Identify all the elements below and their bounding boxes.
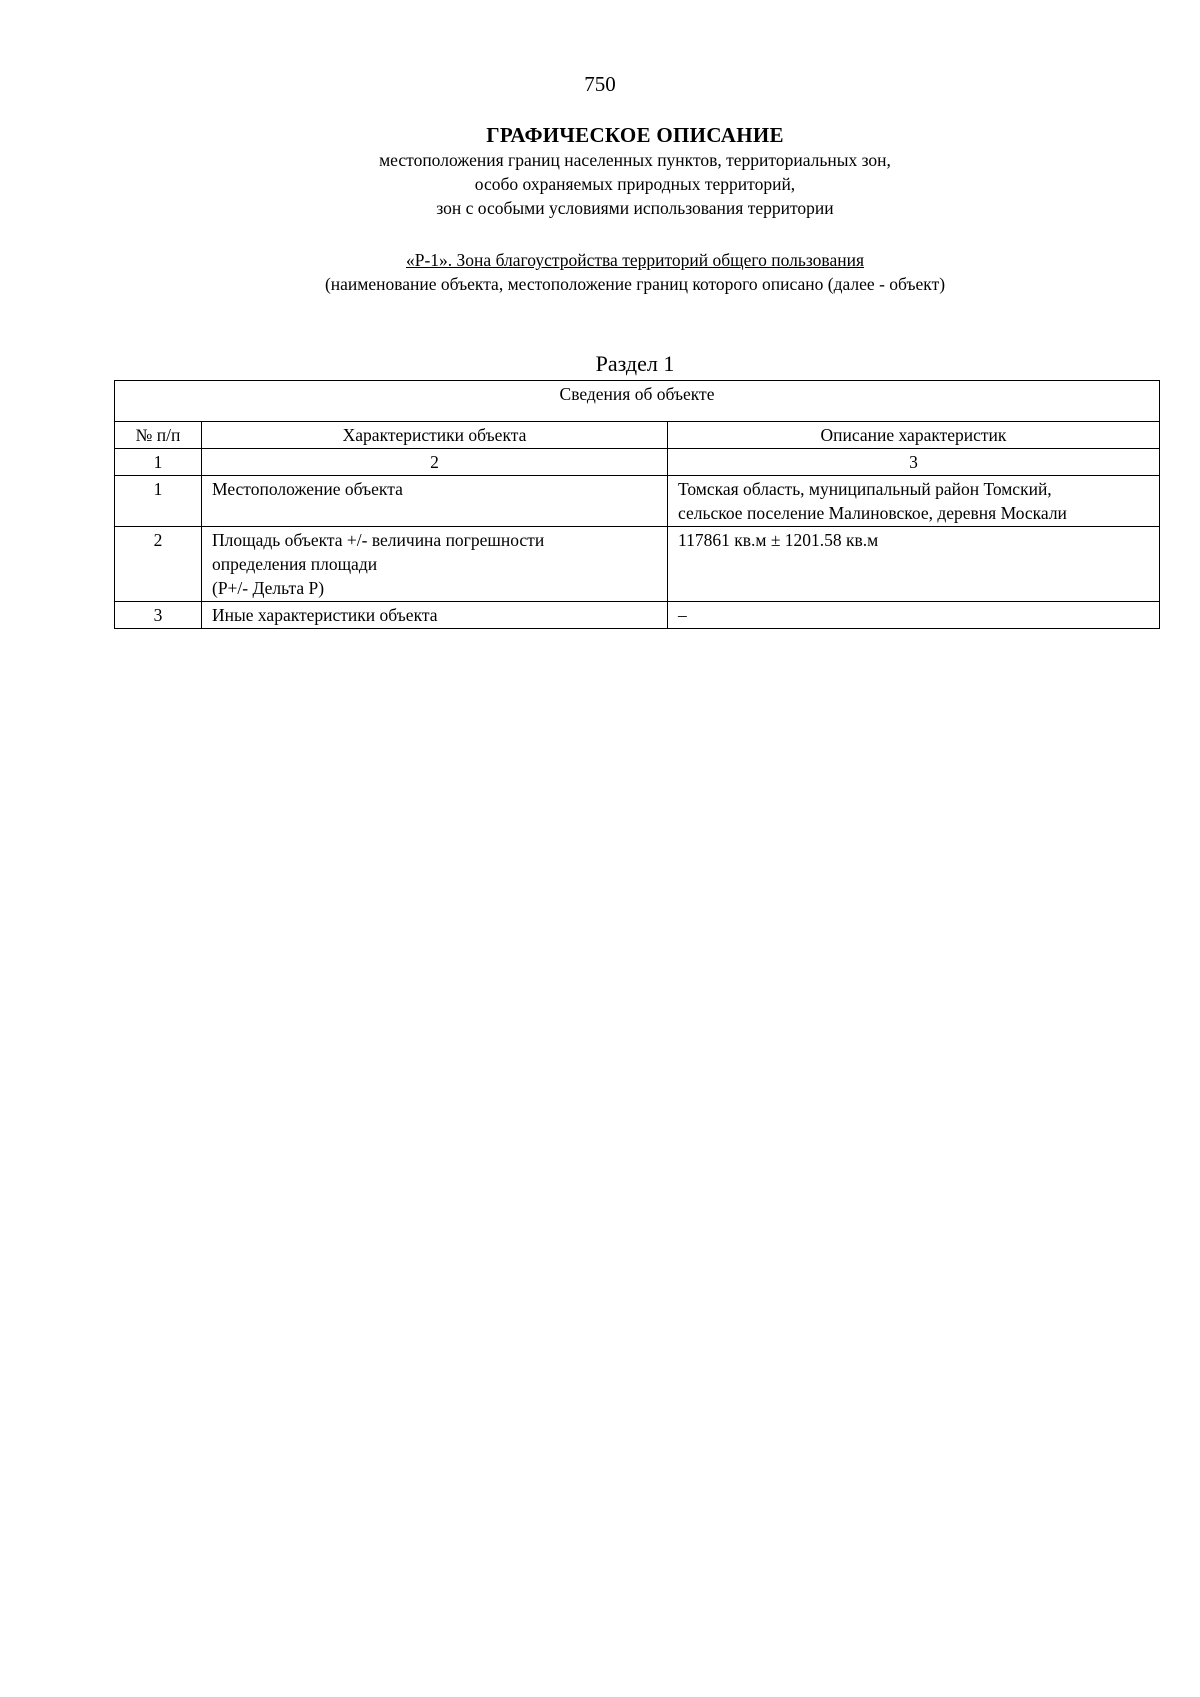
object-block <box>0 248 1200 296</box>
document-title: ГРАФИЧЕСКОЕ ОПИСАНИЕ <box>486 123 784 147</box>
row-description-line: Томская область, муниципальный район Томский, <box>678 479 1052 499</box>
row-characteristic-line: Иные характеристики объекта <box>212 605 438 625</box>
table-caption: Сведения об объекте <box>115 381 1160 422</box>
table-row <box>115 602 1160 629</box>
row-characteristic-line: (Р+/- Дельта Р) <box>212 578 325 598</box>
row-description <box>668 527 1160 602</box>
column-number-row <box>115 449 1160 476</box>
subtitle-line-1: местоположения границ населенных пунктов, территориальных зон, <box>379 150 891 170</box>
row-characteristic <box>202 476 668 527</box>
table-row <box>115 527 1160 602</box>
row-description <box>668 476 1160 527</box>
header-characteristic: Характеристики объекта <box>202 422 668 449</box>
header-description: Описание характеристик <box>668 422 1160 449</box>
row-description-line: – <box>678 605 687 625</box>
table-row <box>115 476 1160 527</box>
table-caption-row <box>115 381 1160 422</box>
row-characteristic <box>202 602 668 629</box>
column-number-1: 1 <box>115 449 202 476</box>
object-info-table <box>114 380 1160 629</box>
row-number: 2 <box>115 527 202 602</box>
row-number: 1 <box>115 476 202 527</box>
row-description-line: 117861 кв.м ± 1201.58 кв.м <box>678 530 879 550</box>
document-header <box>0 122 1200 220</box>
header-number: № п/п <box>115 422 202 449</box>
row-characteristic <box>202 527 668 602</box>
object-note: (наименование объекта, местоположение границ которого описано (далее - объект) <box>324 274 946 294</box>
row-characteristic-line: определения площади <box>212 554 378 574</box>
subtitle-line-3: зон с особыми условиями использования территории <box>436 198 834 218</box>
row-characteristic-line: Местоположение объекта <box>212 479 403 499</box>
row-number: 3 <box>115 602 202 629</box>
page-number: 750 <box>584 72 616 96</box>
table-header-row <box>115 422 1160 449</box>
column-number-2: 2 <box>202 449 668 476</box>
section-title: Раздел 1 <box>595 351 675 376</box>
object-name: «Р-1». Зона благоустройства территорий общего пользования <box>405 250 865 270</box>
row-description-line: сельское поселение Малиновское, деревня Москали <box>678 503 1067 523</box>
row-characteristic-line: Площадь объекта +/- величина погрешности <box>212 530 545 550</box>
row-description <box>668 602 1160 629</box>
subtitle-line-2: особо охраняемых природных территорий, <box>474 174 796 194</box>
column-number-3: 3 <box>668 449 1160 476</box>
